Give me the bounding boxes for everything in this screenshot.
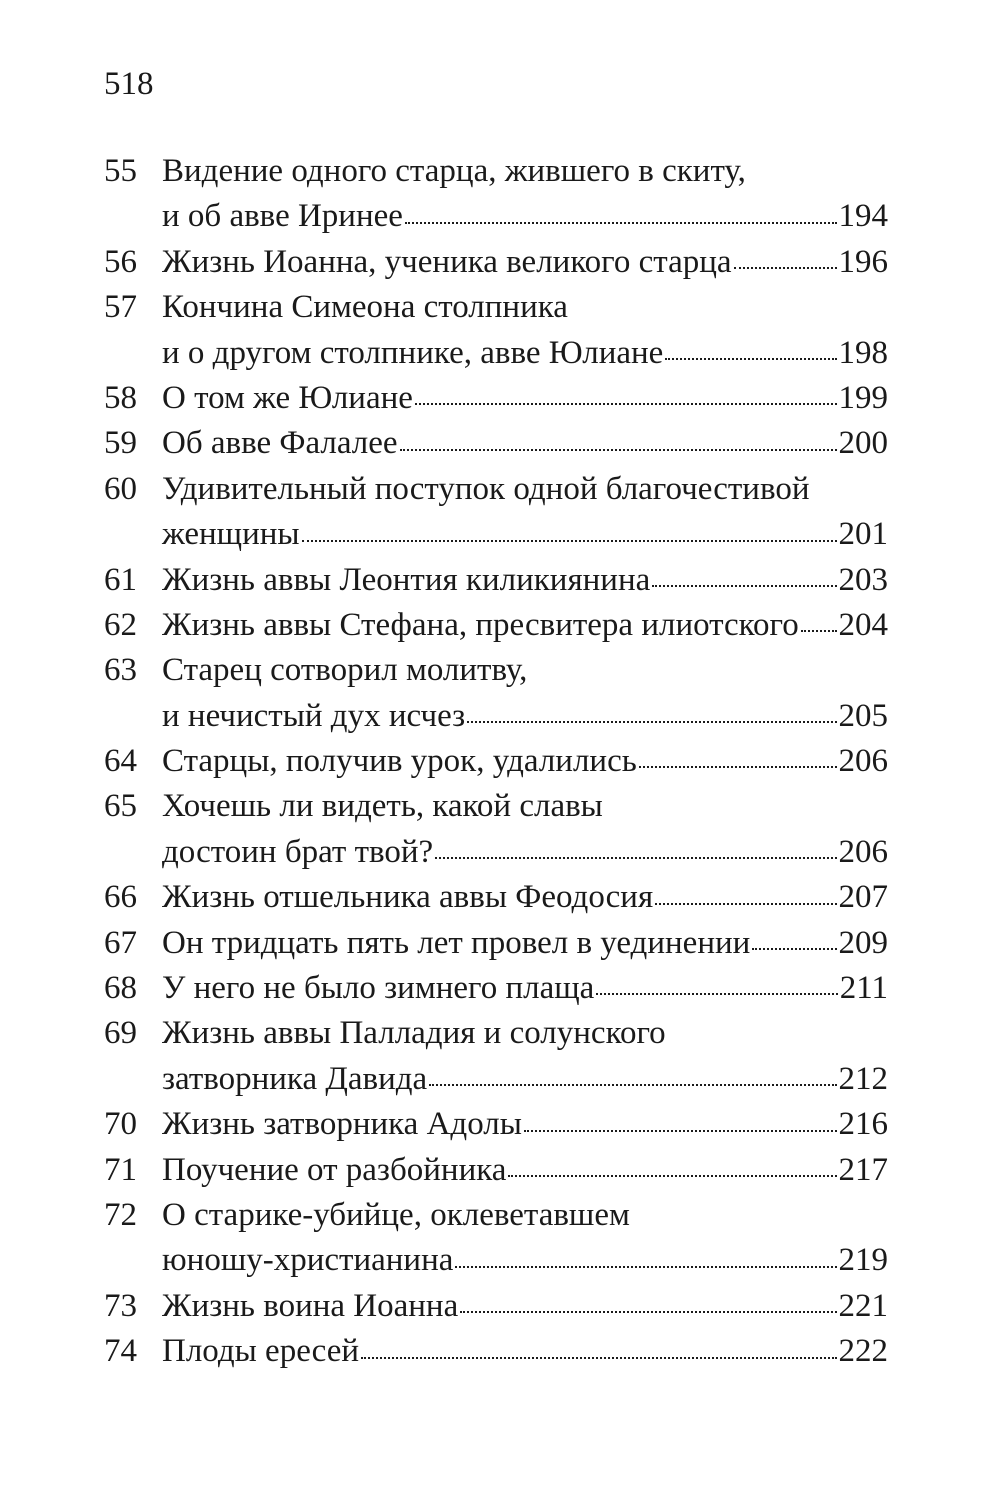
chapter-title: Он тридцать пять лет провел в уединении (162, 924, 751, 961)
chapter-title: Старцы, получив урок, удалились (162, 743, 637, 780)
chapter-title: Об авве Фалалее (162, 425, 398, 462)
chapter-title: Жизнь воина Иоанна (162, 1287, 459, 1324)
chapter-title: Жизнь Иоанна, ученика великого старца (162, 243, 732, 280)
toc-entry (104, 921, 888, 966)
leader-line (162, 1329, 888, 1374)
dot-leader (467, 721, 836, 723)
page-reference: 221 (838, 1287, 888, 1324)
chapter-title: Жизнь отшельника аввы Феодосия (162, 879, 654, 916)
page-reference: 207 (838, 879, 888, 916)
toc-entry-line (104, 1102, 888, 1147)
toc-entry-line (104, 1148, 888, 1193)
toc-entry-line (104, 331, 888, 376)
toc-entry (104, 648, 888, 739)
chapter-title: Жизнь аввы Палладия и солунского (162, 1015, 666, 1052)
toc-entry-line (104, 240, 888, 285)
leader-line (162, 1057, 888, 1102)
toc-entry (104, 285, 888, 376)
toc-entry (104, 558, 888, 603)
leader-line (162, 240, 888, 285)
page-reference: 204 (838, 606, 888, 643)
chapter-title: О том же Юлиане (162, 379, 413, 416)
page-reference: 194 (838, 198, 888, 235)
page-reference: 196 (838, 243, 888, 280)
toc-entry (104, 739, 888, 784)
leader-line (162, 1284, 888, 1329)
toc-entry (104, 376, 888, 421)
leader-line (162, 376, 888, 421)
chapter-title: и о другом столпнике, авве Юлиане (162, 334, 664, 371)
page-reference: 217 (838, 1151, 888, 1188)
leader-line (162, 331, 888, 376)
toc-entry-line (104, 1238, 888, 1283)
toc-entry (104, 603, 888, 648)
toc-entry (104, 875, 888, 920)
page-reference: 219 (838, 1242, 888, 1279)
toc-entry-line (104, 1057, 888, 1102)
page-reference: 216 (838, 1106, 888, 1143)
chapter-number: 72 (104, 1196, 137, 1233)
dot-leader (460, 1311, 836, 1313)
toc-entry (104, 1193, 888, 1284)
leader-line (162, 875, 888, 920)
toc-entry-line (104, 285, 888, 330)
toc-entry-line (104, 739, 888, 784)
toc-entry-line (104, 784, 888, 829)
page-reference: 211 (839, 970, 888, 1007)
dot-leader (405, 222, 837, 224)
toc-entry-line (104, 467, 888, 512)
toc-entry (104, 784, 888, 875)
toc-entry (104, 149, 888, 240)
chapter-title: затворника Давида (162, 1060, 428, 1097)
chapter-number: 74 (104, 1333, 137, 1370)
chapter-title: юношу-христианина (162, 1242, 454, 1279)
chapter-title: Старец сотворил молитву, (162, 652, 528, 689)
page-reference: 198 (838, 334, 888, 371)
leader-line (162, 558, 888, 603)
chapter-number: 69 (104, 1015, 137, 1052)
dot-leader (302, 540, 837, 542)
chapter-title: Кончина Симеона столпника (162, 289, 568, 326)
toc-entry-line (104, 421, 888, 466)
dot-leader (361, 1357, 836, 1359)
chapter-number: 59 (104, 425, 137, 462)
chapter-title: Жизнь аввы Леонтия киликиянина (162, 561, 651, 598)
toc-entry-line (104, 1284, 888, 1329)
chapter-number: 68 (104, 970, 137, 1007)
page-reference: 205 (838, 697, 888, 734)
page-reference: 209 (838, 924, 888, 961)
toc-entry (104, 1148, 888, 1193)
toc-entry (104, 467, 888, 558)
leader-line (162, 421, 888, 466)
leader-line (162, 194, 888, 239)
toc-entry-line (104, 603, 888, 648)
chapter-title: Плоды ересей (162, 1333, 360, 1370)
chapter-number: 63 (104, 652, 137, 689)
leader-line (162, 966, 888, 1011)
toc-entry (104, 421, 888, 466)
leader-line (162, 1102, 888, 1147)
page-reference: 203 (838, 561, 888, 598)
leader-line (162, 694, 888, 739)
toc-entry-line (104, 1329, 888, 1374)
toc-entry (104, 240, 888, 285)
toc-entry (104, 1011, 888, 1102)
chapter-title: Хочешь ли видеть, какой славы (162, 788, 603, 825)
leader-line (162, 830, 888, 875)
leader-line (162, 1148, 888, 1193)
chapter-title: и нечистый дух исчез (162, 697, 466, 734)
page-reference: 200 (838, 425, 888, 462)
chapter-number: 57 (104, 289, 137, 326)
toc-entry (104, 1102, 888, 1147)
toc-entry-line (104, 875, 888, 920)
dot-leader (665, 358, 836, 360)
toc-entry (104, 966, 888, 1011)
page-reference: 222 (838, 1333, 888, 1370)
dot-leader (801, 630, 837, 632)
chapter-number: 62 (104, 606, 137, 643)
toc-entry-line (104, 149, 888, 194)
dot-leader (752, 948, 836, 950)
chapter-number: 60 (104, 470, 137, 507)
dot-leader (652, 585, 836, 587)
chapter-title: О старике-убийце, оклеветавшем (162, 1196, 630, 1233)
dot-leader (435, 857, 836, 859)
chapter-number: 70 (104, 1106, 137, 1143)
toc-entry-line (104, 1011, 888, 1056)
dot-leader (639, 766, 837, 768)
leader-line (162, 603, 888, 648)
page-reference: 201 (838, 516, 888, 553)
chapter-number: 56 (104, 243, 137, 280)
chapter-number: 73 (104, 1287, 137, 1324)
toc-entry-line (104, 694, 888, 739)
page-reference: 199 (838, 379, 888, 416)
chapter-title: Жизнь затворника Адолы (162, 1106, 522, 1143)
page-number: 518 (104, 66, 154, 102)
toc-entry-line (104, 648, 888, 693)
toc-entry-line (104, 1193, 888, 1238)
toc-entry-line (104, 966, 888, 1011)
dot-leader (429, 1084, 836, 1086)
dot-leader (400, 449, 837, 451)
dot-leader (524, 1130, 837, 1132)
chapter-title: У него не было зимнего плаща (162, 970, 595, 1007)
chapter-number: 58 (104, 379, 137, 416)
chapter-title: и об авве Иринее (162, 198, 403, 235)
chapter-title: женщины (162, 516, 300, 553)
dot-leader (734, 267, 837, 269)
toc-entry-line (104, 194, 888, 239)
leader-line (162, 739, 888, 784)
toc-entry-line (104, 512, 888, 557)
dot-leader (655, 903, 836, 905)
chapter-title: Видение одного старца, жившего в скиту, (162, 153, 746, 189)
chapter-title: Удивительный поступок одной благочестивой (162, 470, 810, 507)
chapter-title: Жизнь аввы Стефана, пресвитера илиотского (162, 606, 799, 643)
table-of-contents (104, 149, 888, 1375)
chapter-number: 55 (104, 153, 137, 189)
dot-leader (596, 993, 837, 995)
chapter-number: 64 (104, 743, 137, 780)
dot-leader (455, 1266, 836, 1268)
chapter-title: достоин брат твой? (162, 833, 434, 870)
toc-entry (104, 1329, 888, 1374)
toc-entry (104, 1284, 888, 1329)
chapter-number: 71 (104, 1151, 137, 1188)
leader-line (162, 512, 888, 557)
toc-entry-line (104, 558, 888, 603)
toc-entry-line (104, 376, 888, 421)
toc-entry-line (104, 921, 888, 966)
dot-leader (415, 403, 837, 405)
toc-entry-line (104, 830, 888, 875)
page-reference: 206 (838, 743, 888, 780)
chapter-number: 67 (104, 924, 137, 961)
dot-leader (508, 1175, 836, 1177)
leader-line (162, 921, 888, 966)
page-reference: 212 (838, 1060, 888, 1097)
leader-line (162, 1238, 888, 1283)
chapter-title: Поучение от разбойника (162, 1151, 507, 1188)
chapter-number: 61 (104, 561, 137, 598)
page-reference: 206 (838, 833, 888, 870)
chapter-number: 66 (104, 879, 137, 916)
chapter-number: 65 (104, 788, 137, 825)
